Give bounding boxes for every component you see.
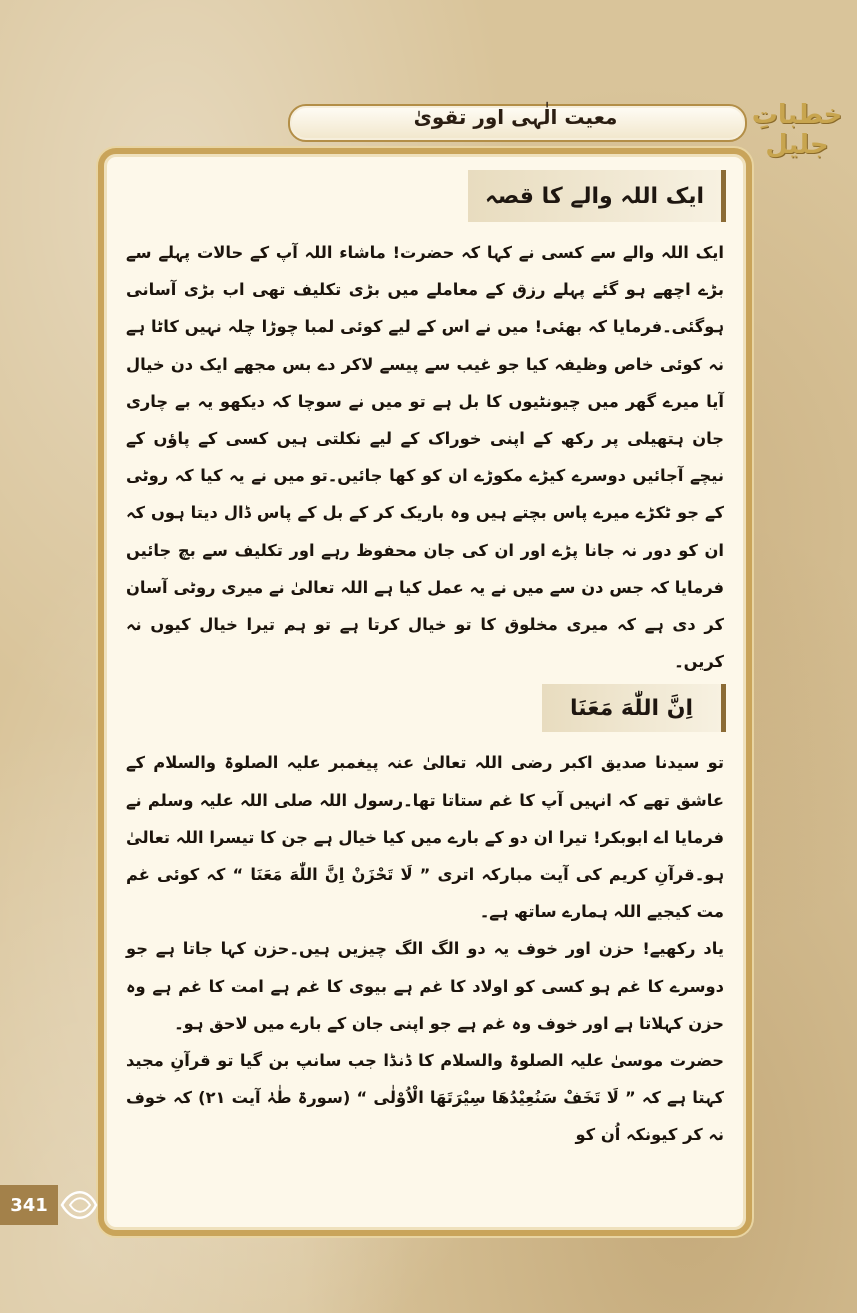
paragraph: ایک اللہ والے سے کسی نے کہا کہ حضرت! ماشاء اللہ آپ کے حالات پہلے سے بڑے اچھے ہو گئے پہلے رزق کے معاملے میں بڑی تکلیف تھی اب بڑی آسانی ہوگئی۔فرمایا کہ بھئی! میں نے اس کے لیے کوئی لمبا چوڑا چلہ نہیں کاٹا ہے نہ کوئی خاص وظیفہ کیا جو غیب سے پیسے لاکر دے بس مجھے ایک دن خیال آیا میرے گھر میں چیونٹیوں کا بل ہے تو میں نے سوچا کہ دیکھو یہ بے چاری جان ہتھیلی پر رکھ کے اپنی خوراک کے لیے نکلتی ہیں کسی کے پاؤں کے نیچے آجائیں دوسرے کیڑے مکوڑے ان کو کھا جائیں۔تو میں نے یہ کیا کہ روٹی کے جو ٹکڑے میرے پاس بچتے ہیں وہ باریک کر کے بل کے پاس ڈال دیتا ہوں کہ ان کو دور نہ جانا پڑے اور ان کی جان محفوظ رہے اور تکلیف سے بچ جائیں فرمایا کہ جس دن سے میں نے یہ عمل کیا ہے اللہ تعالیٰ نے میری روٹی آسان کر دی ہے کہ میری مخلوق کا تو خیال کرتا ہے تو ہم تیرا خیال کیوں نہ کریں۔ bbox=[126, 243, 724, 672]
section-heading: ایک اللہ والے کا قصہ bbox=[468, 170, 726, 222]
paragraph: حضرت موسیٰ علیہ الصلوۃ والسلام کا ڈنڈا جب سانپ بن گیا تو قرآنِ مجید کہتا ہے کہ ” لَا تَخَفْ سَنُعِيْدُهَا سِيْرَتَهَا الْاُوْلٰى “ (سورۃ طٰہٰ آیت ۲۱) کہ خوف نہ کر کیونکہ اُن کو bbox=[126, 1051, 725, 1145]
paragraph: یاد رکھیے! حزن اور خوف یہ دو الگ الگ چیزیں ہیں۔حزن کہا جاتا ہے جو دوسرے کا غم ہو کسی کو اولاد کا غم ہے بیوی کا غم ہے امت کا غم ہے وہ حزن کہلاتا ہے اور خوف وہ غم ہے جو اپنی جان کے بارے میں لاحق ہو۔ bbox=[126, 939, 724, 1033]
paragraph: تو سیدنا صدیق اکبر رضی اللہ تعالیٰ عنہ پیغمبر علیہ الصلوۃ والسلام کے عاشق تھے کہ انہیں آپ کا غم ستاتا تھا۔رسول اللہ صلی اللہ علیہ وسلم نے فرمایا اے ابوبکر! تیرا ان دو کے بارے میں کیا خیال ہے جن کا تیسرا اللہ تعالیٰ ہو۔قرآنِ کریم کی آیت مبارکہ اتری ” لَا تَحْزَنْ اِنَّ اللّٰهَ مَعَنَا “ کہ کوئی غم مت کیجیے اللہ ہمارے ساتھ ہے۔ bbox=[126, 753, 724, 922]
page-number: 341 bbox=[0, 1185, 58, 1225]
chapter-title: معیت الٰہی اور تقویٰ bbox=[413, 105, 618, 129]
section-heading: اِنَّ اللّٰهَ مَعَنَا bbox=[542, 684, 726, 732]
page-content bbox=[114, 170, 736, 1154]
page-ornament-icon bbox=[58, 1180, 100, 1230]
page-header bbox=[288, 100, 848, 160]
series-logo: خطباتِ جلیل bbox=[751, 100, 843, 160]
